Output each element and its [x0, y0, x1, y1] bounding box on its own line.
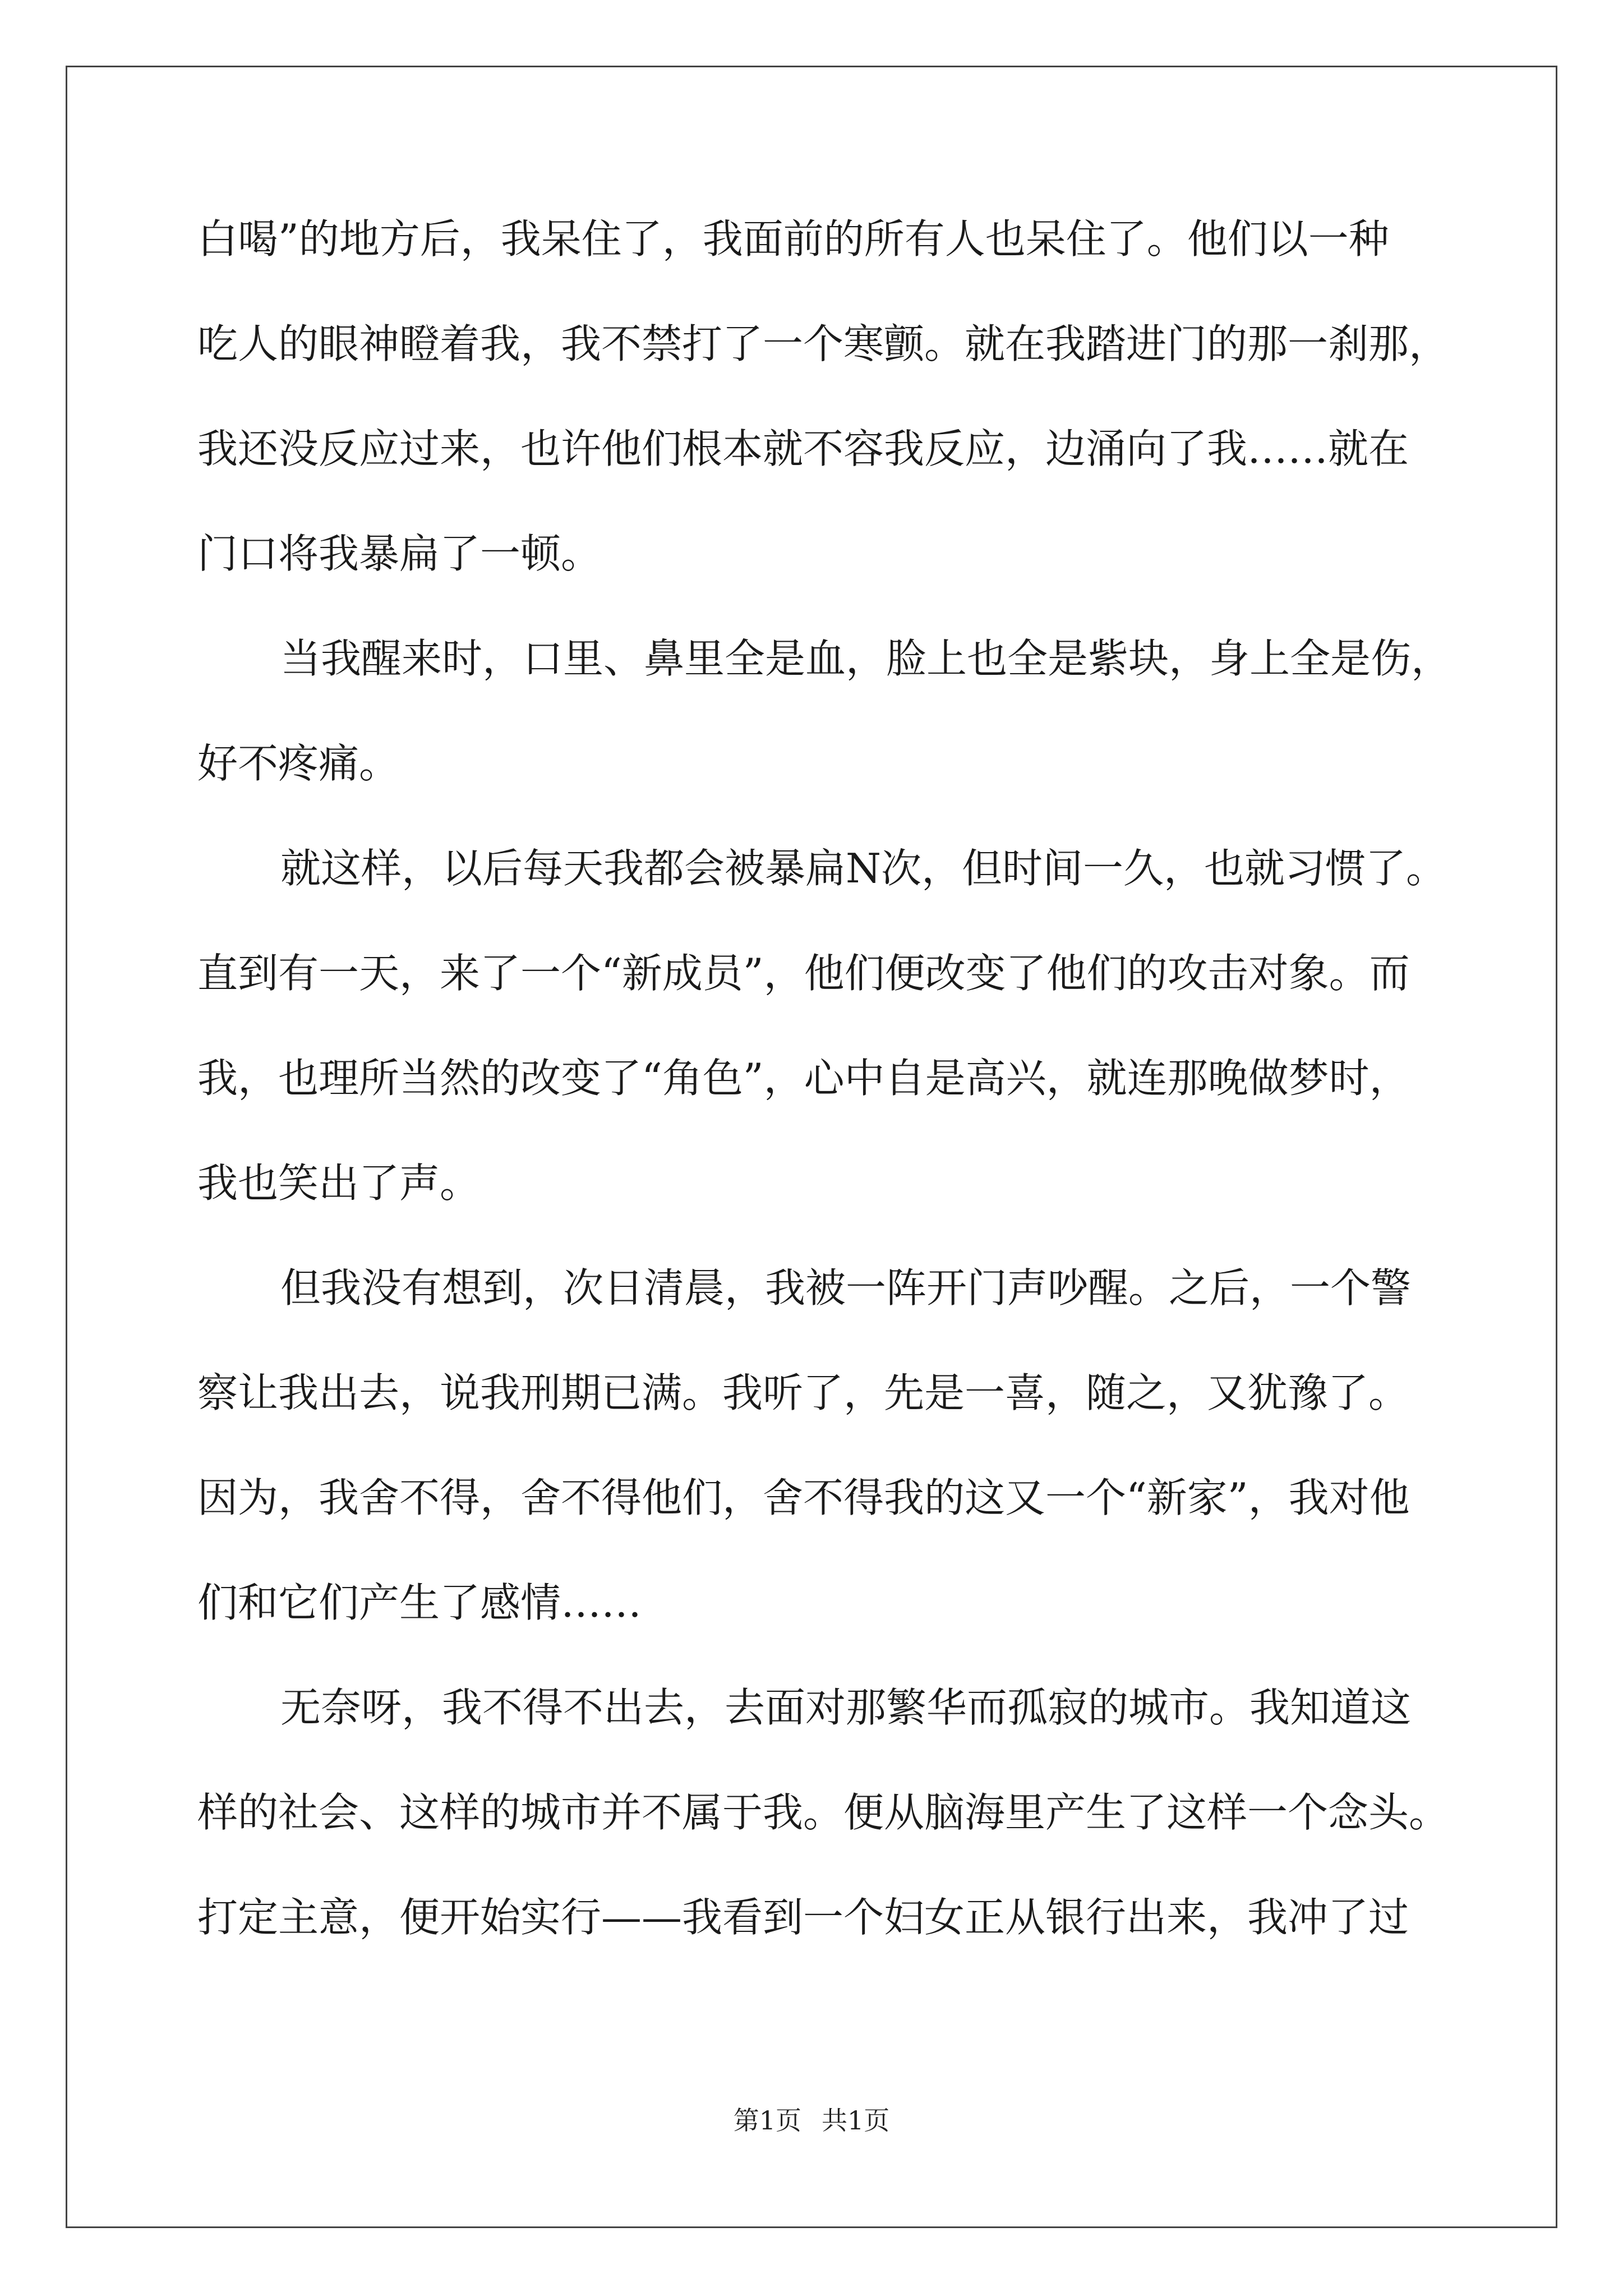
- document-body: [197, 215, 1452, 2002]
- text-line: 因为，我舍不得，舍不得他们，舍不得我的这又一个“新家”，我对他: [197, 1474, 1410, 1521]
- text-line: 我，也理所当然的改变了“角色”，心中自是高兴，就连那晚做梦时，: [197, 1055, 1410, 1102]
- text-line: 就这样，以后每天我都会被暴扁N次，但时间一久，也就习惯了。: [280, 845, 1447, 892]
- text-line: 打定主意，便开始实行——我看到一个妇女正从银行出来，我冲了过: [197, 1894, 1409, 1941]
- text-line: 白喝”的地方后，我呆住了，我面前的所有人也呆住了。他们以一种: [197, 215, 1389, 263]
- text-line: 好不疼痛。: [197, 740, 400, 787]
- text-line: 我也笑出了声。: [197, 1159, 481, 1207]
- page-total: 共1页: [822, 2105, 890, 2136]
- page-footer: [0, 2106, 1623, 2134]
- text-line: 直到有一天，来了一个“新成员”，他们便改变了他们的攻击对象。而: [197, 950, 1410, 997]
- text-line: 们和它们产生了感情……: [197, 1579, 642, 1626]
- text-line: 察让我出去，说我刑期已满。我听了，先是一喜，随之，又犹豫了。: [197, 1369, 1409, 1416]
- text-line: 但我没有想到，次日清晨，我被一阵开门声吵醒。之后，一个警: [280, 1264, 1412, 1312]
- text-line: 吃人的眼神瞪着我，我不禁打了一个寒颤。就在我踏进门的那一刹那，: [197, 320, 1450, 367]
- text-line: 样的社会、这样的城市并不属于我。便从脑海里产生了这样一个念头。: [197, 1789, 1450, 1836]
- text-line: 无奈呀，我不得不出去，去面对那繁华而孤寂的城市。我知道这: [280, 1684, 1412, 1731]
- text-line: 门口将我暴扁了一顿。: [197, 530, 602, 577]
- page-number: 第1页: [733, 2105, 801, 2136]
- text-line: 我还没反应过来，也许他们根本就不容我反应，边涌向了我……就在: [197, 425, 1409, 472]
- text-line: 当我醒来时，口里、鼻里全是血，脸上也全是紫块，身上全是伤，: [280, 635, 1452, 682]
